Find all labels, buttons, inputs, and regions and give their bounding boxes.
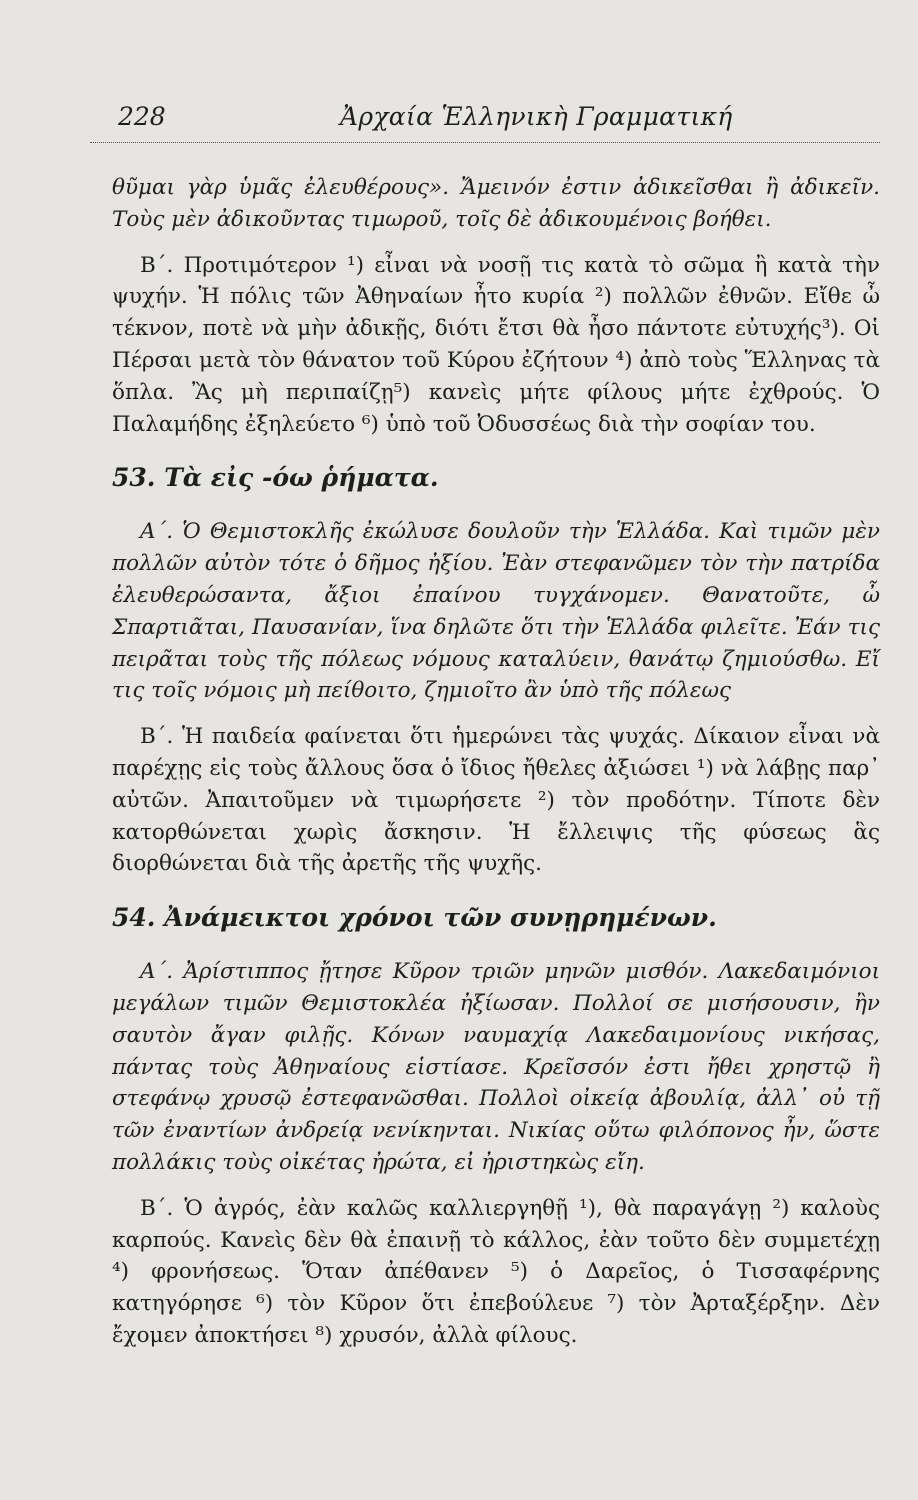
paragraph-exercise-b53: Β΄. Ἡ παιδεία φαίνεται ὅτι ἡμερώνει τὰς ψυχάς. Δίκαιον εἶναι νὰ παρέχῃς εἰς τοὺς ἄλλους ὅσα ὁ ἴδιος ἤθελες ἀξιώσει ¹) νὰ λάβῃς παρ᾽ αὐτῶν. Ἀπαιτοῦμεν νὰ τιμωρήσετε ²) τὸν προδότην. Τίποτε δὲν κατορθώνεται χωρὶς ἄσκησιν. Ἡ ἔλλειψις τῆς φύσεως ἃς διορθώνεται διὰ τῆς ἀρετῆς τῆς ψυχῆς.: [112, 724, 880, 877]
page-body: [112, 172, 880, 1352]
page-number: 228: [118, 102, 166, 131]
paragraph-exercise-a54: Α΄. Ἀρίστιππος ᾔτησε Κῦρον τριῶν μηνῶν μισθόν. Λακεδαιμόνιοι μεγάλων τιμῶν Θεμιστοκλέα ἠξίωσαν. Πολλοί σε μισήσουσιν, ἢν σαυτὸν ἄγαν φιλῇς. Κόνων ναυμαχίᾳ Λακεδαιμονίους νικήσας, πάντας τοὺς Ἀθηναίους εἱστίασε. Κρεῖσσόν ἐστι ἤθει χρηστῷ ἢ στεφάνῳ χρυσῷ ἐστεφανῶσθαι. Πολλοὶ οἰκείᾳ ἀβουλίᾳ, ἀλλ᾽ οὐ τῇ τῶν ἐναντίων ἀνδρείᾳ νενίκηνται. Νικίας οὕτω φιλόπονος ἦν, ὥστε πολλάκις τοὺς οἰκέτας ἠρώτα, εἰ ἠριστηκὼς εἴη.: [112, 959, 880, 1175]
running-title: Ἀρχαία Ἑλληνικὴ Γραμματική: [340, 102, 733, 131]
paragraph-opening: θῦμαι γὰρ ὑμᾶς ἐλευθέρους». Ἄμεινόν ἐστιν ἀδικεῖσθαι ἢ ἀδικεῖν. Τοὺς μὲν ἀδικοῦντας τιμωροῦ, τοῖς δὲ ἀδικουμένοις βοήθει.: [112, 175, 880, 232]
section-heading-54: 54. Ἀνάμεικτοι χρόνοι τῶν συνῃρημένων.: [112, 903, 717, 933]
paragraph-exercise-a53: Α΄. Ὁ Θεμιστοκλῆς ἐκώλυσε δουλοῦν τὴν Ἑλλάδα. Καὶ τιμῶν μὲν πολλῶν αὐτὸν τότε ὁ δῆμος ἠξίου. Ἐὰν στεφανῶμεν τὸν τὴν πατρίδα ἐλευθερώσαντα, ἄξιοι ἐπαίνου τυγχάνομεν. Θανατοῦτε, ὦ Σπαρτιᾶται, Παυσανίαν, ἵνα δηλῶτε ὅτι τὴν Ἑλλάδα φιλεῖτε. Ἐάν τις πειρᾶται τοὺς τῆς πόλεως νόμους καταλύειν, θανάτῳ ζημιούσθω. Εἴ τις τοῖς νόμοις μὴ πείθοιτο, ζημιοῖτο ἂν ὑπὸ τῆς πόλεως: [112, 519, 880, 704]
section-heading-53: 53. Τὰ εἰς -όω ῥήματα.: [112, 463, 439, 493]
paragraph-exercise-b1: Β΄. Προτιμότερον ¹) εἶναι νὰ νοσῇ τις κατὰ τὸ σῶμα ἢ κατὰ τὴν ψυχήν. Ἡ πόλις τῶν Ἀθηναίων ἦτο κυρία ²) πολλῶν ἐθνῶν. Εἴθε ὦ τέκνον, ποτὲ νὰ μὴν ἀδικῇς, διότι ἔτσι θὰ ἦσο πάντοτε εὐτυχής³). Οἱ Πέρσαι μετὰ τὸν θάνατον τοῦ Κύρου ἐζήτουν ⁴) ἀπὸ τοὺς Ἕλληνας τὰ ὅπλα. Ἂς μὴ περιπαίζῃ⁵) κανεὶς μήτε φίλους μήτε ἐχθρούς. Ὁ Παλαμήδης ἐξηλεύετο ⁶) ὑπὸ τοῦ Ὀδυσσέως διὰ τὴν σοφίαν του.: [112, 252, 880, 437]
page-header: [90, 98, 880, 143]
paragraph-exercise-b54: Β΄. Ὁ ἀγρός, ἐὰν καλῶς καλλιεργηθῇ ¹), θὰ παραγάγῃ ²) καλοὺς καρπούς. Κανεὶς δὲν θὰ ἐπαινῇ τὸ κάλλος, ἐὰν τοῦτο δὲν συμμετέχῃ ⁴) φρονήσεως. Ὅταν ἀπέθανεν ⁵) ὁ Δαρεῖος, ὁ Τισσαφέρνης κατηγόρησε ⁶) τὸν Κῦρον ὅτι ἐπεβούλευε ⁷) τὸν Ἀρταξέρξην. Δὲν ἔχομεν ἀποκτήσει ⁸) χρυσόν, ἀλλὰ φίλους.: [112, 1195, 880, 1348]
